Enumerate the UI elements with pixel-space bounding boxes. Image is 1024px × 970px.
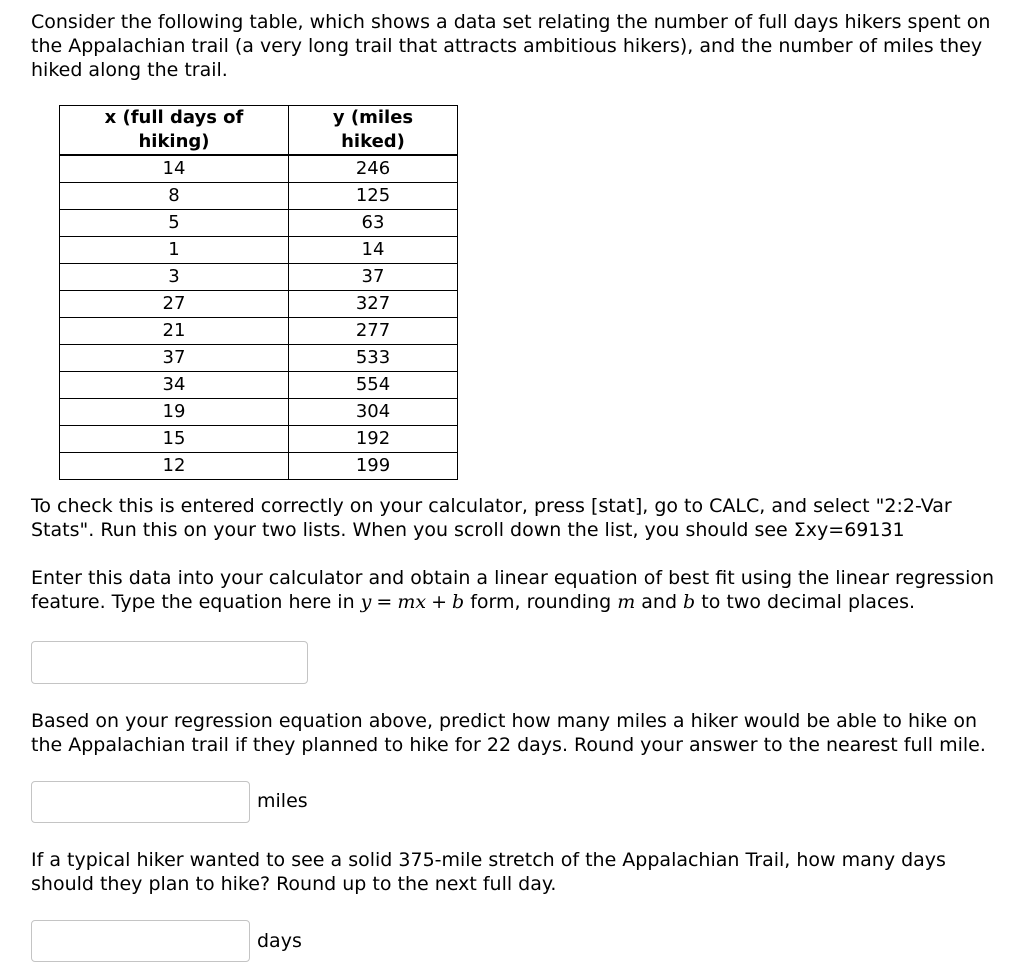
cell-x: 34 [60, 372, 289, 399]
miles-unit-label: miles [257, 790, 308, 812]
regression-text-and: and [635, 591, 684, 613]
cell-y: 199 [289, 453, 458, 480]
table-row [60, 264, 458, 291]
cell-y: 246 [289, 155, 458, 183]
table-row [60, 237, 458, 264]
data-table [59, 105, 458, 480]
table-row [60, 318, 458, 345]
table-row [60, 183, 458, 210]
cell-x: 27 [60, 291, 289, 318]
equation-form: y = mx + b [360, 591, 465, 613]
cell-x: 5 [60, 210, 289, 237]
table-row [60, 399, 458, 426]
regression-text-before: Enter this data into your calculator and obtain a linear equation of best fit using the linear regression feature. Type the equation here in [31, 567, 995, 613]
cell-y: 63 [289, 210, 458, 237]
table-row [60, 453, 458, 480]
cell-y: 125 [289, 183, 458, 210]
header-y: y (miles hiked) [289, 106, 458, 156]
days-unit-label: days [257, 930, 302, 952]
cell-y: 277 [289, 318, 458, 345]
cell-x: 21 [60, 318, 289, 345]
cell-x: 19 [60, 399, 289, 426]
cell-y: 533 [289, 345, 458, 372]
table-header-row [60, 106, 458, 156]
table-row [60, 372, 458, 399]
table-row [60, 210, 458, 237]
cell-y: 37 [289, 264, 458, 291]
equation-answer-input[interactable] [31, 641, 308, 684]
cell-x: 15 [60, 426, 289, 453]
calculator-check-paragraph: To check this is entered correctly on your calculator, press [stat], go to CALC, and select "2:2-Var Stats". Run this on your two lists. When you scroll down the list, you should see Σxy=69131 [31, 495, 952, 541]
regression-text-middle: form, rounding [464, 591, 618, 613]
regression-text-after: to two decimal places. [695, 591, 916, 613]
cell-y: 327 [289, 291, 458, 318]
intro-paragraph: Consider the following table, which shows a data set relating the number of full days hikers spent on the Appalachian trail (a very long trail that attracts ambitious hikers), and the number of miles they hiked along the trail. [31, 11, 991, 81]
table-row [60, 345, 458, 372]
cell-y: 14 [289, 237, 458, 264]
variable-m: m [617, 591, 636, 613]
cell-x: 8 [60, 183, 289, 210]
days-question: If a typical hiker wanted to see a solid 375-mile stretch of the Appalachian Trail, how many days should they plan to hike? Round up to the next full day. [31, 849, 946, 895]
cell-y: 304 [289, 399, 458, 426]
prediction-question: Based on your regression equation above, predict how many miles a hiker would be able to hike on the Appalachian trail if they planned to hike for 22 days. Round your answer to the nearest full mile. [31, 710, 986, 756]
days-answer-input[interactable] [31, 920, 250, 962]
miles-answer-input[interactable] [31, 781, 250, 823]
cell-x: 14 [60, 155, 289, 183]
regression-instructions [31, 566, 1006, 614]
cell-x: 3 [60, 264, 289, 291]
cell-y: 192 [289, 426, 458, 453]
table-row [60, 155, 458, 183]
cell-y: 554 [289, 372, 458, 399]
table-row [60, 426, 458, 453]
header-x: x (full days of hiking) [60, 106, 289, 156]
variable-b: b [683, 591, 696, 613]
table-row [60, 291, 458, 318]
cell-x: 12 [60, 453, 289, 480]
cell-x: 37 [60, 345, 289, 372]
cell-x: 1 [60, 237, 289, 264]
